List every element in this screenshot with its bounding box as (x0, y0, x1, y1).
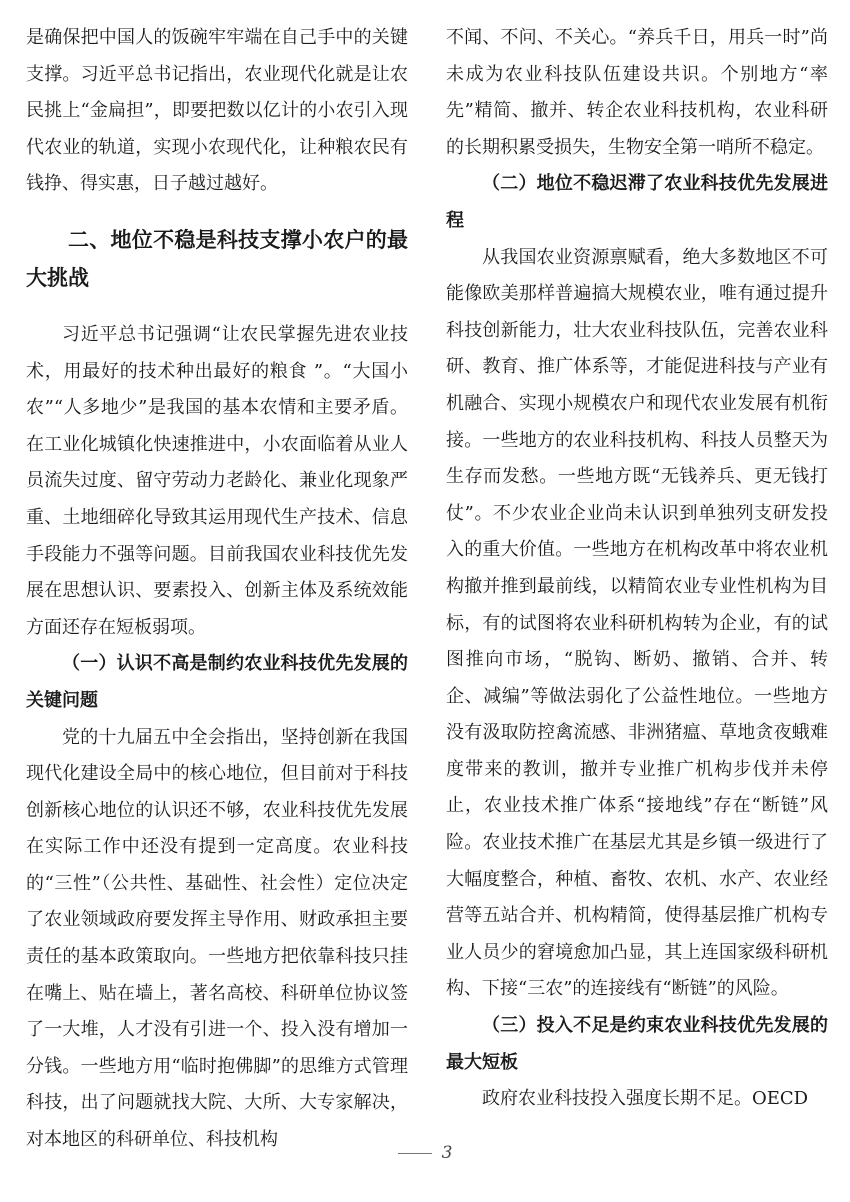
footer-rule (398, 1153, 432, 1154)
subsection-heading: （一）认识不高是制约农业科技优先发展的关键问题 (26, 653, 408, 711)
paragraph: 不闻、不问、不关心。“养兵千日，用兵一时”尚未成为农业科技队伍建设共识。个别地方“率先”精简、撤并、转企农业科技机构，农业科研的长期积累受损失，生物安全第一哨所不稳定。 (446, 27, 828, 158)
paragraph: 政府农业科技投入强度长期不足。OECD (482, 1088, 809, 1110)
paragraph: 从我国农业资源禀赋看，绝大多数地区不可能像欧美那样普遍搞大规模农业，唯有通过提升科技创新能力，壮大农业科技队伍，完善农业科研、教育、推广体系等，才能促进科技与产业有机融合、实现小规模农户和现代农业发展有机衔接。一些地方的农业科技机构、科技人员整天为生存而发愁。一些地方既“无钱养兵、更无钱打仗”。不少农业企业尚未认识到单独列支研发投入的重大价值。一些地方在机构改革中将农业机构撤并推到最前线，以精简农业专业性机构为目标，有的试图将农业科研机构转为企业，有的试图推向市场，“脱钩、断奶、撤销、合并、转企、减编”等做法弱化了公益性地位。一些地方没有汲取防控禽流感、非洲猪瘟、草地贪夜蛾难度带来的教训，撤并专业推广机构步伐并未停止，农业技术推广体系“接地线”存在“断链”风险。农业技术推广在基层尤其是乡镇一级进行了大幅度整合，种植、畜牧、农机、水产、农业经营等五站合并、机构精简，使得基层推广机构专业人员少的窘境愈加凸显，其上连国家级科研机构、下接“三农”的连接线有“断链”的风险。 (446, 246, 828, 1000)
page-number: 3 (441, 1143, 453, 1163)
paragraph: 是确保把中国人的饭碗牢牢端在自己手中的关键支撑。习近平总书记指出，农业现代化就是让农民挑上“金扁担”，即要把数以亿计的小农引入现代农业的轨道，实现小农现代化，让种粮农民有钱挣、得实惠，日子越过越好。 (26, 27, 408, 195)
paragraph: 党的十九届五中全会指出，坚持创新在我国现代化建设全局中的核心地位，但目前对于科技创新核心地位的认识还不够，农业科技优先发展在实际工作中还没有提到一定高度。农业科技的“三性”（公共性、基础性、社会性）定位决定了农业领域政府要发挥主导作用、财政承担主要责任的基本政策取向。一些地方把依靠科技只挂在嘴上、贴在墙上，著名高校、科研单位协议签了一大堆，人才没有引进一个、投入没有增加一分钱。一些地方用“临时抱佛脚”的思维方式管理科技，出了问题就找大院、大所、大专家解决，对本地区的科研单位、科技机构 (26, 726, 408, 1151)
section-heading: 二、地位不稳是科技支撑小农户的最大挑战 (26, 226, 408, 290)
subsection-heading: （二）地位不稳迟滞了农业科技优先发展进程 (446, 173, 828, 231)
page-footer (0, 1143, 850, 1163)
left-column (26, 20, 408, 1159)
right-column (446, 20, 828, 1118)
paragraph: 习近平总书记强调“让农民掌握先进农业技术，用最好的技术种出最好的粮食 ”。“大国小农”“人多地少”是我国的基本农情和主要矛盾。在工业化城镇化快速推进中，小农面临着从业人员流失过度、留守劳动力老龄化、兼业化现象严重、土地细碎化导致其运用现代生产技术、信息手段能力不强等问题。目前我国农业科技优先发展在思想认识、要素投入、创新主体及系统效能方面还存在短板弱项。 (26, 323, 408, 638)
subsection-heading: （三）投入不足是约束农业科技优先发展的最大短板 (446, 1015, 828, 1073)
